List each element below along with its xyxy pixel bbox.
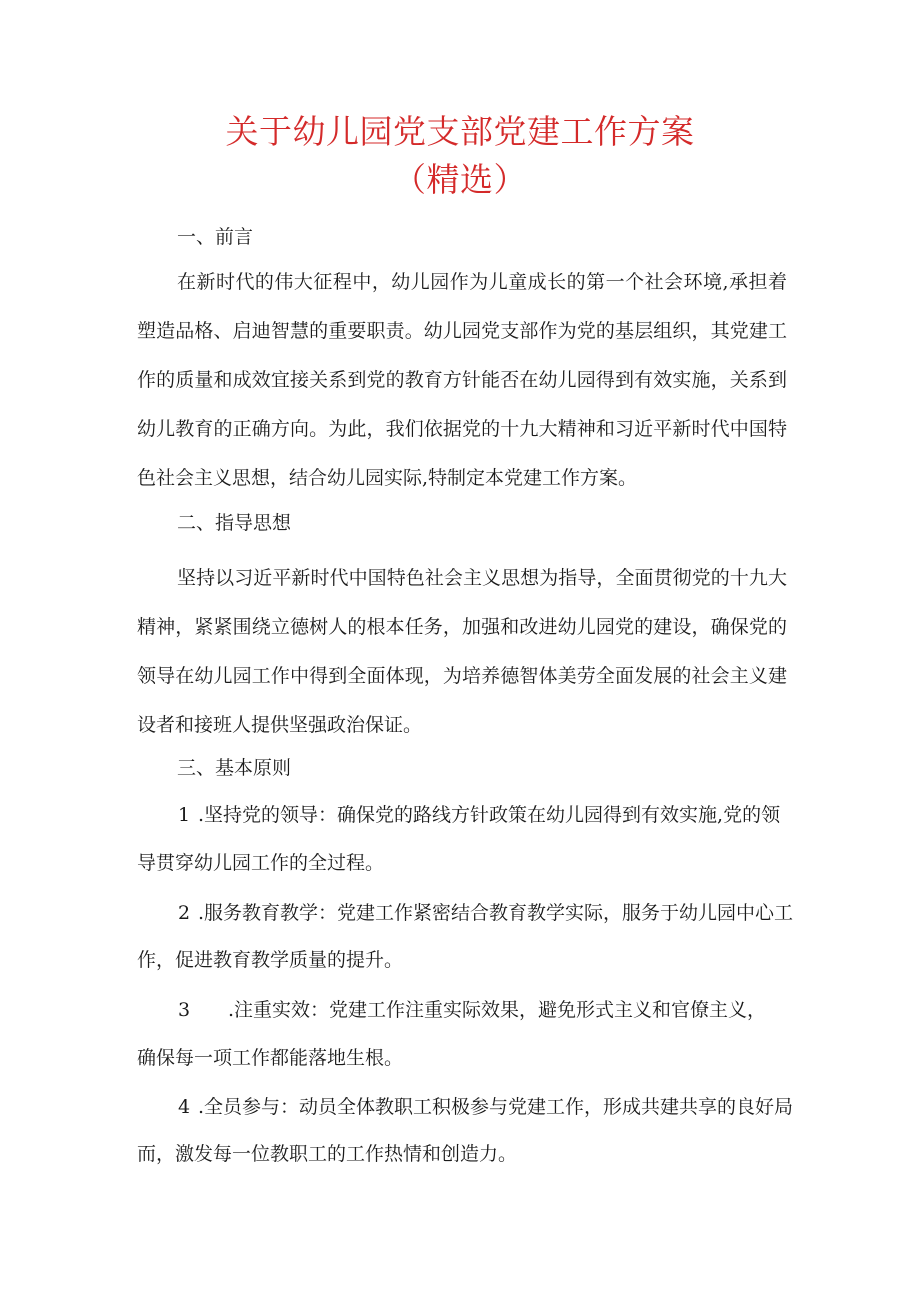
principle-number: 2	[178, 902, 191, 924]
principle-line: 作，促进教育教学质量的提升。	[137, 949, 404, 971]
principle-line: 导贯穿幼儿园工作的全过程。	[137, 852, 385, 874]
principle-number: 4	[178, 1096, 191, 1118]
principle-line: .全员参与：动员全体教职工积极参与党建工作，形成共建共享的良好局	[198, 1096, 794, 1118]
document-subtitle: （精选）	[393, 160, 527, 199]
principle-number: 1	[178, 804, 191, 826]
section-heading-principles: 三、基本原则	[177, 757, 292, 779]
document-title: 关于幼儿园党支部党建工作方案	[225, 112, 695, 151]
principle-number: 3	[178, 999, 191, 1021]
principle-line: 而，激发每一位教职工的工作热情和创造力。	[137, 1143, 518, 1165]
principle-line: .服务教育教学：党建工作紧密结合教育教学实际，服务于幼儿园中心工	[198, 902, 794, 924]
principle-line: 确保每一项工作都能落地生根。	[137, 1047, 404, 1069]
principle-line: .注重实效：党建工作注重实际效果，避免形式主义和官僚主义，	[228, 999, 767, 1021]
preface-paragraph: 在新时代的伟大征程中，幼儿园作为儿童成长的第一个社会环境,承担着塑造品格、启迪智慧的重要职责。幼儿园党支部作为党的基层组织，其党建工作的质量和成效宜接关系到党的教育方针能否在幼儿园得到有效实施，关系到幼儿教育的正确方向。为此，我们依据党的十九大精神和习近平新时代中国特色社会主义思想，结合幼儿园实际,特制定本党建工作方案。	[137, 271, 787, 489]
guidance-paragraph: 坚持以习近平新时代中国特色社会主义思想为指导，全面贯彻党的十九大精神，紧紧围绕立德树人的根本任务，加强和改进幼儿园党的建设，确保党的领导在幼儿园工作中得到全面体现，为培养德智体美劳全面发展的社会主义建设者和接班人提供坚强政治保证。	[137, 567, 787, 736]
principle-line: .坚持党的领导：确保党的路线方针政策在幼儿园得到有效实施,党的领	[198, 804, 781, 826]
section-heading-preface: 一、前言	[177, 226, 254, 248]
section-heading-guidance: 二、指导思想	[177, 512, 292, 534]
